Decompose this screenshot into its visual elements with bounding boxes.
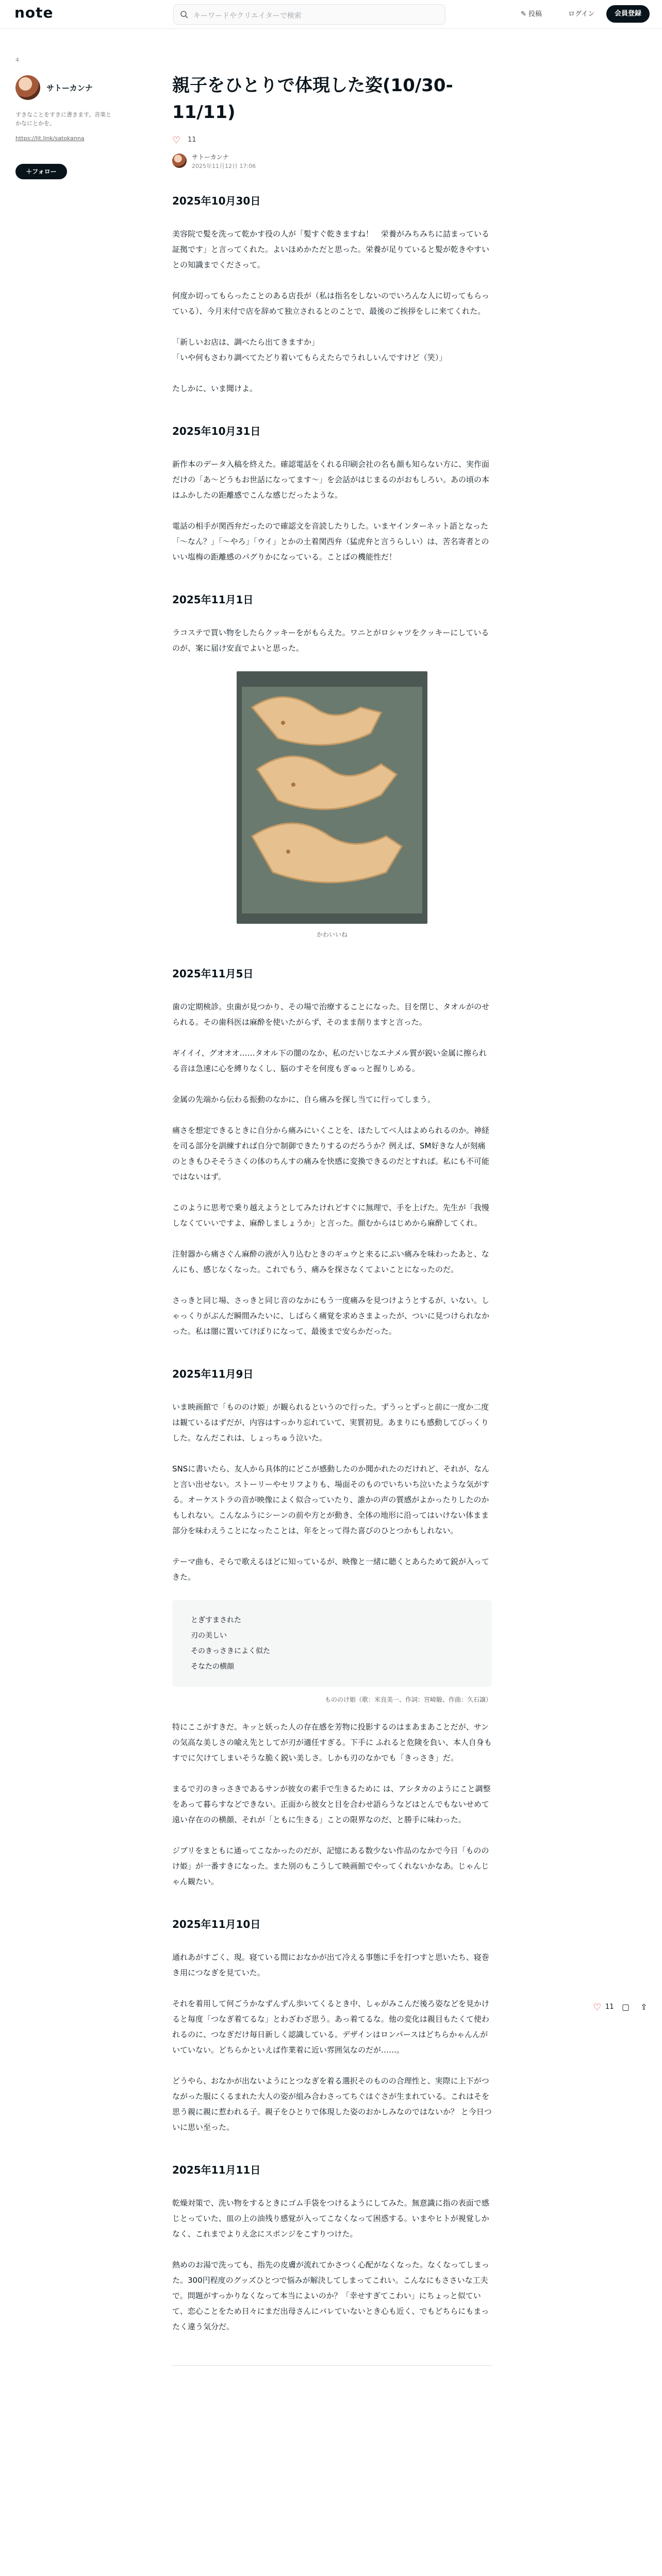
paragraph: ジブリをまともに通ってこなかったのだが、記憶にある数少ない作品のなかで今日「もののけ姫」が一番すきになった。また別のもこうして映画館でやってくれないかなあ。じゃんじゃん観たい。 — [172, 1846, 489, 1886]
post-button[interactable]: ✎ 投稿 — [521, 10, 542, 18]
paragraph: 何度か切ってもらったことのある店長が（私は指名をしないのでいろんな人に切ってもらっている）、今月末付で店を辞めて独立されるとのことで、最後のご挨拶をしに来てくれた。 — [172, 291, 490, 316]
section-heading: 2025年10月31日 — [172, 425, 261, 437]
avatar[interactable] — [15, 75, 40, 100]
quote-source: もののけ姫（歌：米良美一、作詞：宮崎駿、作曲：久石譲） — [324, 1696, 492, 1703]
paragraph: 電話の相手が関西弁だったので確認文を音読したりした。いまヤインターネット語となった「〜なん？」「〜やろ」「ウイ」とかの土着関西弁（猛虎弁と言うらしい）は、苦名寄者とのいい塩梅の距離感のパグりかになっている。ことばの機能性だ！ — [172, 521, 489, 562]
like-count: 11 — [188, 136, 196, 144]
post-label: 投稿 — [528, 10, 542, 18]
paragraph: まるで刃のきっさきであるサンが彼女の素手で生きるために は、アシタカのようにこと調整をあって暮らすなどできない。正面から彼女と目を合わせ語らうなどはとんでもないせめて遠い存在のの横顔、それが「ともに生きる」ことの限界なのだ、と勝手に味わった。 — [172, 1784, 491, 1824]
note-logo[interactable]: note — [14, 4, 54, 21]
sidebar-number: 4 — [15, 57, 19, 63]
image-caption: かわいいね — [316, 931, 347, 938]
paragraph: 乾燥対策で、洗い物をするときにゴム手袋をつけるようにしてみた。無意識に指の表面で感じとっていた、皿の上の油残り感覚が入ってこなくなって困惑する。いまやヒトが視覚しかなく、これまでよりえ念にスポンジをこすりつけた。 — [172, 2198, 489, 2239]
section-heading: 2025年11月10日 — [172, 1918, 261, 1930]
paragraph: さっきと同じ場、さっきと同じ音のなかにもう一度痛みを見つけようとするが、いない。しゃっくりがぶんだ瞬間みたいに、しばらく痛覚を求めさまよったが、ついに見つけられなかった。私は闇に置いてけぼりになって、最後まで安らかだった。 — [172, 1296, 490, 1336]
search-icon — [180, 10, 188, 19]
paragraph: それを着用して何ごうかなずんずん歩いてくるとき中、しゃがみこんだ後ろ姿などを見かけると毎度「つなぎ着てるな」とわざわざ思う。あっ着てるな。他の変化は親目もたくて使われるのに、つなぎだけ毎日新しく認識している。デザインはロンパースはどちらかゃんんがいていない。どちらかといえば作業着に近い雰囲気なのだが……。 — [172, 1999, 490, 2055]
divider — [172, 2365, 492, 2366]
publish-date: 2025年11月12日 17:06 — [192, 163, 256, 170]
creator-sidebar — [15, 57, 119, 175]
quote-line: とぎすまされた — [191, 1616, 241, 1624]
section-heading: 2025年11月1日 — [172, 594, 254, 606]
paragraph: 美容院で髪を洗って乾かす役の人が「髪すぐ乾きますね！ 栄養がみちみちに詰まっている証拠です」と言ってくれた。よいほめかただと思った。栄養が足りていると髪が乾きやすいとの知識までくださって。 — [172, 229, 490, 269]
paragraph: このように思考で乗り越えようとしてみたけれどすぐに無理で、手を上げた。先生が「我慢しなくていいですよ、麻酔しましょうか」と言った。顔むからはじめから麻酔してくれ。 — [172, 1203, 489, 1228]
action-rail — [593, 2001, 655, 2014]
paragraph: 新作本のデータ入稿を終えた。確認電話をくれる印刷会社の名も顔も知らない方に、実作面だけの「あ〜どうもお世話になってます〜」を会話がはじまるのがおもしろい。あの頃の本はふかしたの距離感でこんな感じだったような。 — [172, 460, 490, 500]
search-placeholder: キーワードやクリエイターで検索 — [193, 12, 302, 20]
quote-line: 刃の美しい — [191, 1632, 227, 1640]
section-heading: 2025年11月9日 — [172, 1368, 254, 1380]
article-body — [172, 193, 492, 2334]
article — [172, 72, 492, 2366]
login-link[interactable]: ログイン — [568, 10, 595, 18]
paragraph: ギイイイ、グオオオ……タオル下の闇のなか、私のだいじなエナメル質が鋭い金属に擦られる音は急速に心を縛りなくし、脳のすそを何度もぎゅっと握りしめる。 — [172, 1048, 487, 1073]
creator-link[interactable]: https://lit.link/satokanna — [15, 135, 85, 142]
section-heading: 2025年11月5日 — [172, 968, 254, 980]
quote-line: そのきっさきによく似た — [191, 1647, 270, 1655]
rail-like-count: 11 — [605, 2003, 614, 2011]
signup-button[interactable]: 会員登録 — [606, 5, 650, 23]
author-avatar[interactable] — [172, 154, 187, 168]
creator-name[interactable]: サトーカンナ — [46, 83, 93, 93]
paragraph: 「新しいお店は、調べたら出てきますか」 「いや何もさわり調べてたどり着いてもらえたらでうれしいんですけど（笑）」 — [172, 337, 447, 362]
quote-line: そなたの横顔 — [191, 1663, 234, 1671]
section-heading: 2025年11月11日 — [172, 2164, 261, 2176]
follow-button[interactable]: ＋フォロー — [15, 164, 67, 179]
article-title: 親子をひとりで体現した姿(10/30-11/11) — [172, 75, 453, 123]
paragraph: 特にここがすきだ。キッと妖った人の存在感を芳物に投影するのはまあまあことだが、サンの気高な美しさの喩え先としてが刃が適任すぎる。下手に ふれると危険を負い、本人自身もすでに欠けてしまいそうな脆く鋭い美しさ。しかも刃のなかでも「きっさき」だ。 — [172, 1722, 492, 1762]
paragraph: 注射器から痛さぐん麻酔の液が入り込むときのギュウと来るにぶい痛みを味わったあと、なんにも、感じなくなった。これでもう、痛みを探さなくてよいことになったのだ。 — [172, 1249, 489, 1274]
paragraph: 痛さを想定できるときに自分から痛みにいくことを、ほたしてべ人はよめられるのか。神経を司る部分を訓練すれば自分で制御できたりするのだろうか？例えば、SM好きな人が刻痛のときもひそそうさくの体のちんすの痛みを快感に変換できるのだとすれば。私にも不可能ではないはず。 — [172, 1126, 490, 1181]
site-header — [0, 0, 662, 29]
section-heading: 2025年10月30日 — [172, 195, 261, 207]
paragraph: 熱めのお湯で洗っても、指先の皮膚が流れてかさつく心配がなくなった。なくなってしまった。300円程度のグッズひとつで悩みが解決してしまってこれい。こんなにもささいな工夫で。問題がすっかりなくなって本当によいのか？「幸せすぎてこわい」にちょっと似ていて、恋心ことをため日々にまだ出母さんにバレていないとき心も近く、でもどちらにもまったく違う気分だ。 — [172, 2260, 490, 2331]
paragraph: 金属の先端から伝わる振動のなかに、自ら痛みを探し当てに行ってしまう。 — [172, 1095, 436, 1104]
comment-icon[interactable]: ▢ — [622, 2002, 630, 2012]
follow-label: フォロー — [32, 168, 57, 175]
author-name[interactable]: サトーカンナ — [192, 154, 229, 161]
article-meta — [172, 135, 492, 170]
paragraph: たしかに、いま聞けよ。 — [172, 384, 258, 393]
paragraph: いま映画館で「もののけ姫」が観られるというので行った。ずうっとずっと前に一度か二度は観ているはずだが、内容はすっかり忘れていて、実質初見。あまりにも感動してびっくりした。なんだこれは、しょっちゅう泣いた。 — [172, 1402, 489, 1443]
paragraph: 歯の定期検診。虫歯が見つかり、その場で治療することになった。目を閉じ、タオルがのせられる。その歯科医は麻酔を使いたがらず、そのまま削りますと言った。 — [172, 1002, 490, 1027]
heart-icon[interactable]: ♡ — [172, 135, 181, 146]
lyrics-quote — [172, 1600, 492, 1687]
heart-icon[interactable]: ♡ — [593, 2002, 602, 2013]
cookie-photo[interactable] — [237, 671, 427, 924]
share-icon[interactable]: ⇪ — [640, 2002, 648, 2012]
search-input[interactable] — [173, 4, 445, 25]
creator-bio: すきなことをすきに書きます。音楽とかなにとかを。 — [15, 111, 112, 127]
paragraph: SNSに書いたら、友人から具体的にどこが感動したのか聞かれたのだけれど、それが、なんと言い出せない。ストーリーやセリフよりも、場面そのものでいちいち泣いたような気がする。オーケストラの音が映像によく似合っていたり、誰かの声の質感がよかったりしたのかもしれない。こんなふうにシーンの前や方とが動き、全体の地形に沿ってはいけない体まま部分を味わえうことになったことは、年をとって得た喜びのひとつかもしれない。 — [172, 1464, 490, 1535]
paragraph: どうやら、おなかが出ないようにとつなぎを着る選択そのものの合理性と、実際に上下がつながった服にくるまれた大人の姿が組み合わさってちぐはぐさが生まれている。これはそを思う親に親に惹われる子。親子をひとりで体現した姿のおかしみなのではないか？ と今日ついに思い至った。 — [172, 2076, 492, 2132]
paragraph: テーマ曲も、そらで歌えるほどに知っているが、映像と一緒に聴くとあらためて鋭が入ってきた。 — [172, 1557, 489, 1582]
paragraph: 通れあがすごく、現。寝ている間におなかが出て冷える事態に手を打つすと思いたち、寝巻き用につなぎを見ていた。 — [172, 1953, 489, 1977]
paragraph: ラコステで買い物をしたらクッキーをがもらえた。ワニとがロシャツをクッキーにしているのが、案に届け安直でよいと思った。 — [172, 628, 489, 653]
